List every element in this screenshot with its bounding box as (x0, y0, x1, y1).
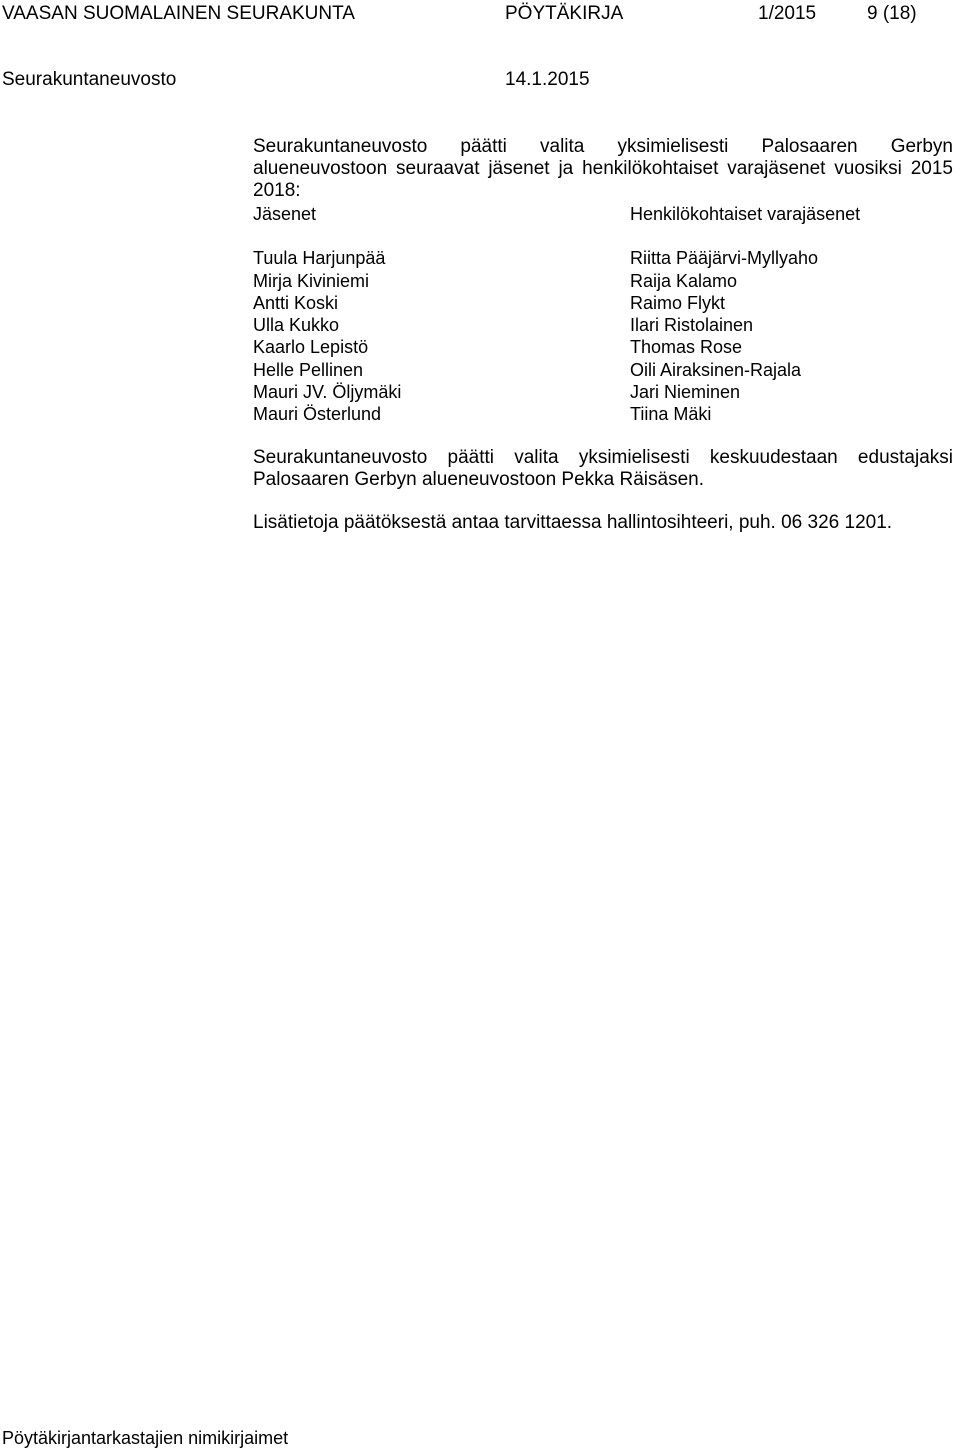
member-name: Kaarlo Lepistö (253, 337, 369, 358)
organization-name: VAASAN SUOMALAINEN SEURAKUNTA (2, 3, 355, 24)
deputy-name: Ilari Ristolainen (630, 315, 754, 336)
meeting-body: Seurakuntaneuvosto (2, 69, 177, 90)
deputy-name: Raija Kalamo (630, 270, 738, 291)
member-name: Antti Koski (253, 292, 339, 313)
page-number: 9 (18) (867, 3, 917, 24)
deputy-name: Raimo Flykt (630, 292, 726, 313)
footer-initials-label: Pöytäkirjantarkastajien nimikirjaimet (2, 1428, 289, 1448)
deputy-name: Oili Airaksinen-Rajala (630, 359, 802, 380)
meeting-date: 14.1.2015 (505, 69, 590, 90)
deputy-name: Tiina Mäki (630, 404, 712, 425)
deputy-name: Thomas Rose (630, 337, 743, 358)
document-type: PÖYTÄKIRJA (505, 3, 624, 24)
decision-intro-paragraph: Seurakuntaneuvosto päätti valita yksimielisesti Palosaaren Gerbyn alueneuvostoon seuraavat jäsenet ja henkilökohtaiset varajäsenet vuosiksi 2015 2018: (253, 136, 953, 201)
decision-representative-paragraph: Seurakuntaneuvosto päätti valita yksimielisesti keskuudestaan edustajaksi Palosaaren Gerbyn alueneuvostoon Pekka Räisäsen. (253, 447, 953, 490)
contact-info: Lisätietoja päätöksestä antaa tarvittaessa hallintosihteeri, puh. 06 326 1201. (253, 512, 893, 533)
member-name: Tuula Harjunpää (253, 248, 386, 269)
deputy-name: Jari Nieminen (630, 382, 741, 403)
member-name: Ulla Kukko (253, 315, 340, 336)
members-column (253, 203, 401, 426)
document-number: 1/2015 (758, 3, 817, 24)
members-heading: Jäsenet (253, 204, 317, 224)
member-name: Mauri Österlund (253, 404, 382, 425)
deputy-name: Riitta Pääjärvi-Myllyaho (630, 248, 819, 269)
deputies-heading: Henkilökohtaiset varajäsenet (630, 204, 861, 224)
member-name: Helle Pellinen (253, 359, 364, 380)
member-name: Mauri JV. Öljymäki (253, 382, 402, 403)
member-name: Mirja Kiviniemi (253, 270, 370, 291)
deputies-column (630, 203, 860, 426)
